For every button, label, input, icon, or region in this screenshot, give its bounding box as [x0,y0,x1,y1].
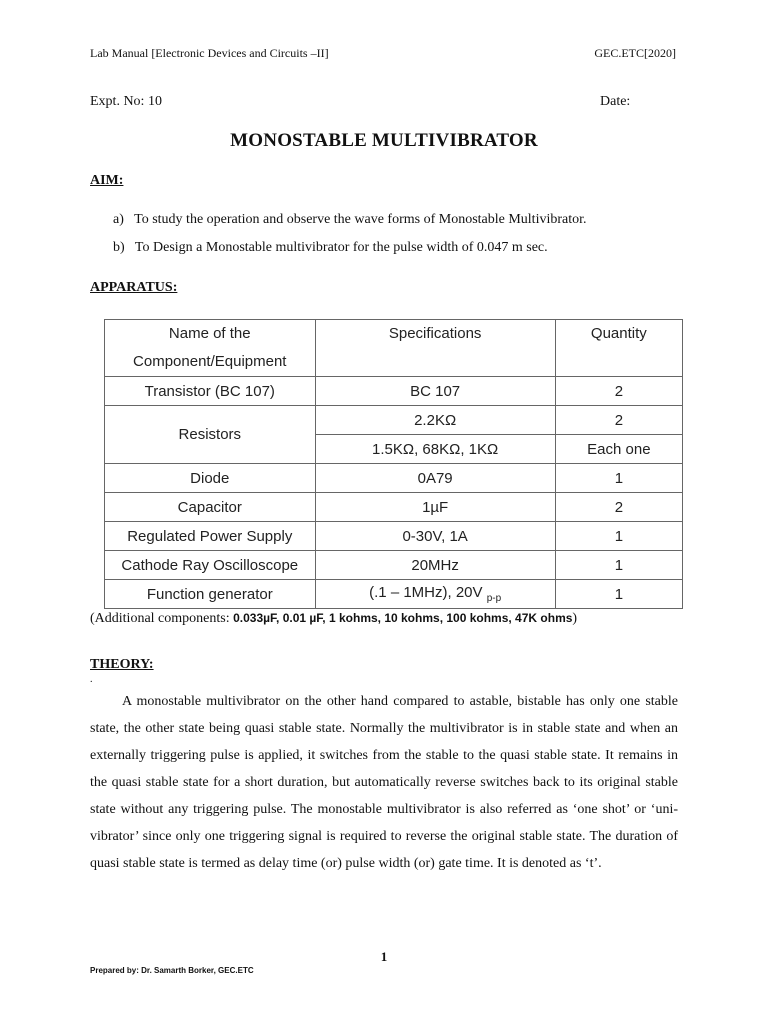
page-number: 1 [380,949,388,964]
cell-spec: BC 107 [315,377,555,406]
cell-qty: 1 [555,551,682,580]
aim-item-marker: a) [113,212,124,227]
column-header-spec: Specifications [315,320,555,377]
theory-paragraph: A monostable multivibrator on the other hand compared to astable, bistable has only one stable state, the other state being quasi stable state. Normally the multivibrator is in stable state and when an externally triggering pulse is applied, it switches from the stable to the quasi stable state. It remains in the quasi stable state for a short duration, but automatically reverse switches back to its original stable state without any triggering pulse. The monostable multivibrator is also referred as ‘one shot’ or ‘uni-vibrator’ since only one triggering signal is required to reverse the original stable state. The duration of quasi stable state is termed as delay time (or) pulse width (or) gate time. It is denoted as ‘t’. [90,694,678,871]
footer-credit: Prepared by: Dr. Samarth Borker, GEC.ETC [90,966,254,975]
cell-spec: 1.5KΩ, 68KΩ, 1KΩ [315,435,555,464]
header-left: Lab Manual [Electronic Devices and Circuits –II] [90,46,329,60]
aim-item-marker: b) [113,240,125,255]
cell-spec: 2.2KΩ [315,406,555,435]
theory-dot: . [90,674,93,685]
table-row [105,580,683,609]
header-right: GEC.ETC[2020] [594,46,676,60]
aim-list [113,206,587,262]
funcgen-spec-subscript: p-p [486,593,502,604]
aim-item [113,206,587,234]
apparatus-heading: APPARATUS: [90,280,178,295]
cell-qty: 2 [555,493,682,522]
table-row [105,493,683,522]
cell-name: Function generator [105,580,316,609]
funcgen-spec: (.1 – 1MHz), 20V [369,584,483,601]
cell-qty: 2 [555,377,682,406]
page-title: MONOSTABLE MULTIVIBRATOR [230,130,538,151]
table-header-row [105,320,683,377]
table-row [105,464,683,493]
apparatus-table [104,319,683,609]
cell-spec: 0-30V, 1A [315,522,555,551]
table-row [105,551,683,580]
cell-spec: 1µF [315,493,555,522]
cell-qty: 1 [555,464,682,493]
cell-spec [315,580,555,609]
column-header-qty: Quantity [555,320,682,377]
cell-name: Cathode Ray Oscilloscope [105,551,316,580]
aim-item-text: To study the operation and observe the wave forms of Monostable Multivibrator. [134,212,587,227]
experiment-number: Expt. No: 10 [90,94,162,109]
cell-spec: 0A79 [315,464,555,493]
aim-item-text: To Design a Monostable multivibrator for the pulse width of 0.047 m sec. [134,240,548,255]
cell-name: Resistors [105,406,316,464]
cell-qty: 2 [555,406,682,435]
date-label: Date: [600,94,631,109]
cell-name: Transistor (BC 107) [105,377,316,406]
aim-heading: AIM: [90,173,124,188]
cell-spec: 20MHz [315,551,555,580]
table-row [105,406,683,435]
cell-name: Diode [105,464,316,493]
aim-item [113,234,587,262]
cell-qty: 1 [555,522,682,551]
additional-components: (Additional components: 0.033µF, 0.01 µF, 1 kohms, 10 kohms, 100 kohms, 47K ohms) [90,611,578,626]
cell-name: Regulated Power Supply [105,522,316,551]
cell-name: Capacitor [105,493,316,522]
cell-qty: Each one [555,435,682,464]
additional-components-values: 0.033µF, 0.01 µF, 1 kohms, 10 kohms, 100 kohms, 47K ohms [233,611,573,625]
table-row [105,522,683,551]
column-header-name: Name of the Component/Equipment [105,320,316,377]
table-row [105,377,683,406]
cell-qty: 1 [555,580,682,609]
theory-heading: THEORY: [90,657,154,672]
